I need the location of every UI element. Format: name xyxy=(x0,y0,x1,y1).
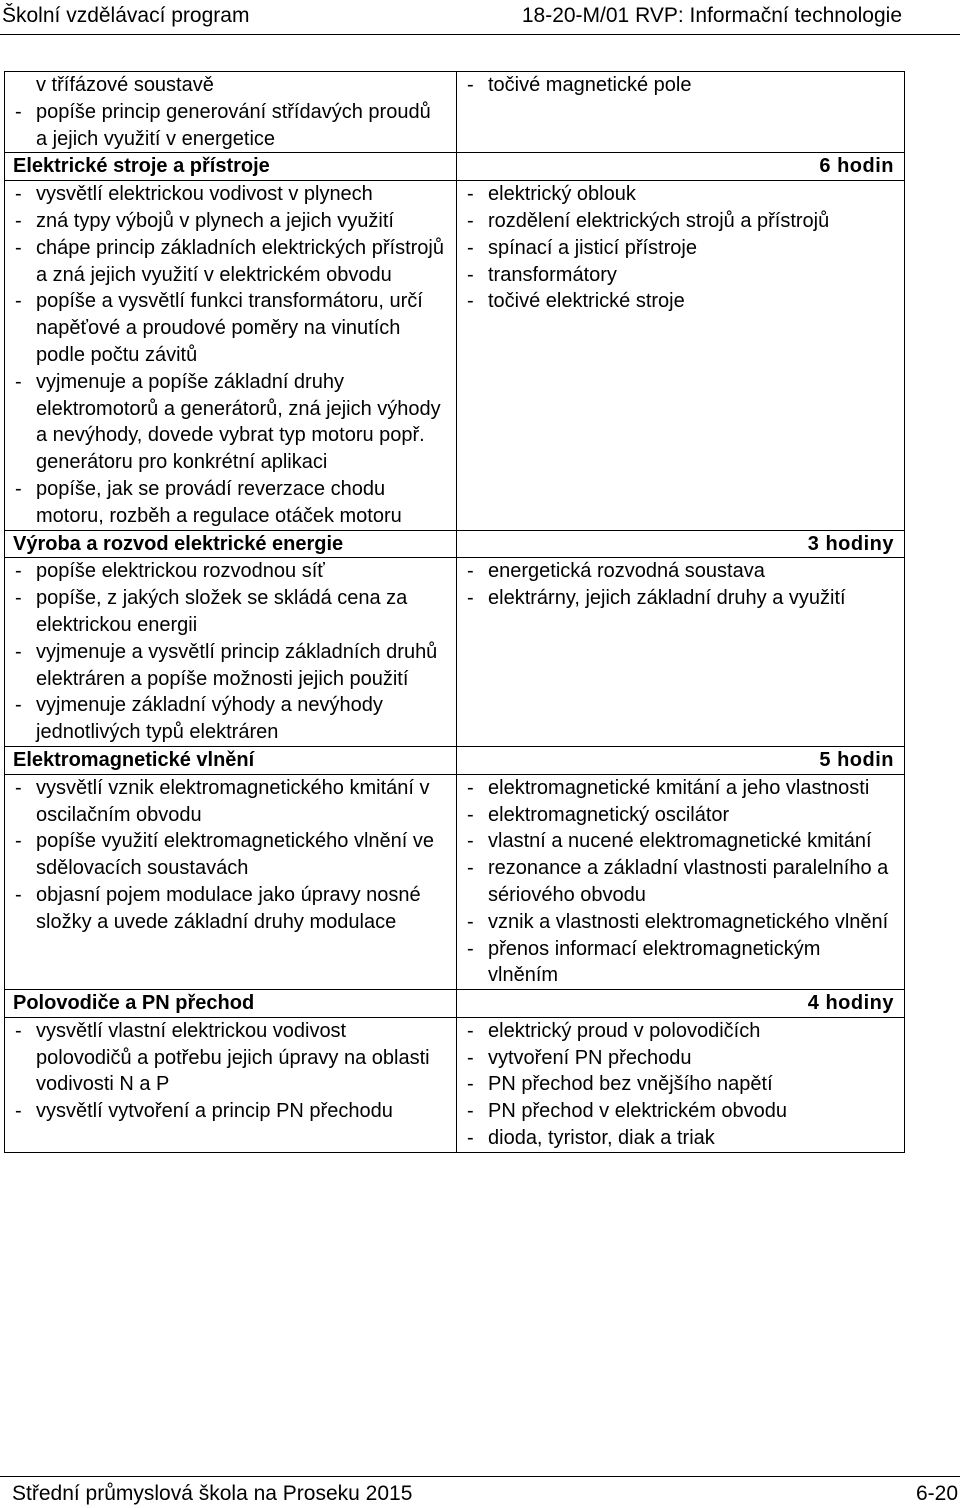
list-item: - elektrárny, jejich základní druhy a využití xyxy=(465,585,894,612)
outcomes-list xyxy=(13,558,446,746)
list-item: - vytvoření PN přechodu xyxy=(465,1045,894,1072)
section-title: Elektromagnetické vlnění xyxy=(5,746,457,774)
section-hours: 3 hodiny xyxy=(457,530,905,558)
list-item: - chápe princip základních elektrických přístrojů a zná jejich využití v elektrickém obvodu xyxy=(13,235,446,289)
page-footer xyxy=(0,1476,960,1508)
content-cell xyxy=(457,1017,905,1152)
rvp-code: 18-20-M/01 RVP: Informační technologie xyxy=(521,4,902,27)
list-item: - rezonance a základní vlastnosti paralelního a sériového obvodu xyxy=(465,855,894,909)
list-item: - PN přechod bez vnějšího napětí xyxy=(465,1071,894,1098)
list-item: - točivé magnetické pole xyxy=(465,72,894,99)
list-item: - popíše využití elektromagnetického vlnění ve sdělovacích soustavách xyxy=(13,828,446,882)
outcomes-cell xyxy=(5,72,457,153)
list-item: - elektrický proud v polovodičích xyxy=(465,1018,894,1045)
section-body-row xyxy=(5,1017,905,1152)
content-list xyxy=(465,1018,894,1152)
list-item: - elektromagnetický oscilátor xyxy=(465,802,894,829)
content-list xyxy=(465,775,894,989)
list-item: - popíše a vysvětlí funkci transformátoru, určí napěťové a proudové poměry na vinutích podle počtu závitů xyxy=(13,288,446,368)
header-rule xyxy=(0,34,960,35)
list-item: - popíše elektrickou rozvodnou síť xyxy=(13,558,446,585)
list-item: - točivé elektrické stroje xyxy=(465,288,894,315)
section-header-row xyxy=(5,153,905,181)
outcomes-list xyxy=(13,775,446,936)
list-item: - vysvětlí vznik elektromagnetického kmitání v oscilačním obvodu xyxy=(13,775,446,829)
list-item: - vyjmenuje a vysvětlí princip základních druhů elektráren a popíše možnosti jejich použití xyxy=(13,639,446,693)
list-item: - PN přechod v elektrickém obvodu xyxy=(465,1098,894,1125)
section-hours: 5 hodin xyxy=(457,746,905,774)
content-list xyxy=(465,558,894,612)
content-list xyxy=(465,72,894,99)
section-header-row xyxy=(5,530,905,558)
list-item: - popíše, jak se provádí reverzace chodu motoru, rozběh a regulace otáček motoru xyxy=(13,476,446,530)
page-header xyxy=(0,0,960,34)
list-item: - vyjmenuje základní výhody a nevýhody jednotlivých typů elektráren xyxy=(13,692,446,746)
list-item: - vyjmenuje a popíše základní druhy elektromotorů a generátorů, zná jejich výhody a nevýhody, dovede vybrat typ motoru popř. generátoru pro konkrétní aplikaci xyxy=(13,369,446,476)
continuation-row xyxy=(5,72,905,153)
outcomes-cell xyxy=(5,1017,457,1152)
list-item: - elektromagnetické kmitání a jeho vlastnosti xyxy=(465,775,894,802)
section-hours: 6 hodin xyxy=(457,153,905,181)
curriculum-body xyxy=(5,72,905,1153)
content-cell xyxy=(457,181,905,530)
footer-rule xyxy=(0,1476,960,1477)
list-item: - vznik a vlastnosti elektromagnetického vlnění xyxy=(465,909,894,936)
list-item: - vysvětlí elektrickou vodivost v plynech xyxy=(13,181,446,208)
section-hours: 4 hodiny xyxy=(457,990,905,1018)
section-title: Elektrické stroje a přístroje xyxy=(5,153,457,181)
program-title: Školní vzdělávací program xyxy=(2,4,250,27)
list-item: - vysvětlí vytvoření a princip PN přechodu xyxy=(13,1098,446,1125)
content-cell xyxy=(457,558,905,747)
section-body-row xyxy=(5,558,905,747)
list-item: - spínací a jisticí přístroje xyxy=(465,235,894,262)
outcomes-list xyxy=(13,72,446,152)
list-item: - dioda, tyristor, diak a triak xyxy=(465,1125,894,1152)
list-item: - zná typy výbojů v plynech a jejich využití xyxy=(13,208,446,235)
section-header-row xyxy=(5,990,905,1018)
content-cell xyxy=(457,72,905,153)
content-list xyxy=(465,181,894,315)
list-item: - elektrický oblouk xyxy=(465,181,894,208)
outcomes-cell xyxy=(5,181,457,530)
list-item: - rozdělení elektrických strojů a přístrojů xyxy=(465,208,894,235)
section-body-row xyxy=(5,181,905,530)
list-item: - popíše, z jakých složek se skládá cena za elektrickou energii xyxy=(13,585,446,639)
section-title: Výroba a rozvod elektrické energie xyxy=(5,530,457,558)
outcomes-cell xyxy=(5,558,457,747)
list-item: - energetická rozvodná soustava xyxy=(465,558,894,585)
content-cell xyxy=(457,774,905,989)
section-header-row xyxy=(5,746,905,774)
list-item: v třífázové soustavě xyxy=(36,74,214,96)
outcomes-cell xyxy=(5,774,457,989)
list-item: - přenos informací elektromagnetickým vlněním xyxy=(465,936,894,990)
section-title: Polovodiče a PN přechod xyxy=(5,990,457,1018)
section-body-row xyxy=(5,774,905,989)
page-number: 6-20 xyxy=(915,1482,958,1505)
list-item: - vysvětlí vlastní elektrickou vodivost polovodičů a potřebu jejich úpravy na oblasti vodivosti N a P xyxy=(13,1018,446,1098)
list-item: - popíše princip generování střídavých proudů a jejich využití v energetice xyxy=(13,99,446,153)
list-item: - vlastní a nucené elektromagnetické kmitání xyxy=(465,828,894,855)
school-name: Střední průmyslová škola na Proseku 2015 xyxy=(12,1482,413,1505)
list-item: - objasní pojem modulace jako úpravy nosné složky a uvede základní druhy modulace xyxy=(13,882,446,936)
list-item: - transformátory xyxy=(465,262,894,289)
curriculum-table xyxy=(4,71,905,1153)
outcomes-list xyxy=(13,1018,446,1125)
outcomes-list xyxy=(13,181,446,529)
